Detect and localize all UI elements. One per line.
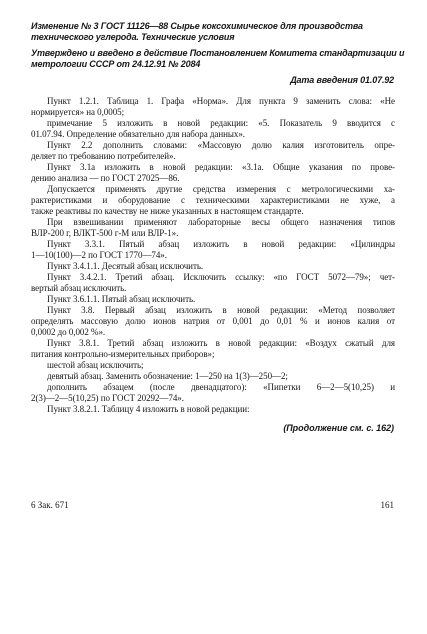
body-line: При взвешивании применяют лабораторные весы общего назначения типов bbox=[47, 217, 395, 227]
body-line: рактеристиками и оборудование с техническими характеристиками не хуже, а bbox=[31, 195, 395, 205]
body-line: шестой абзац исключить; bbox=[47, 360, 144, 370]
body-line: вертый абзац исключить. bbox=[31, 283, 127, 293]
body-line: 0,0002 до 0,002 %». bbox=[31, 327, 106, 337]
body-line: 01.07.94. Определение обязательно для набора данных». bbox=[31, 129, 245, 139]
approval-statement: Утверждено и введено в действие Постановлением Комитета стандартизации и bbox=[31, 48, 405, 58]
order-number: 6 Зак. 671 bbox=[31, 500, 69, 510]
effective-date: Дата введения 01.07.92 bbox=[290, 75, 394, 85]
body-line: Пункт 3.8.2.1. Таблицу 4 изложить в новой редакции: bbox=[47, 404, 250, 414]
body-line: Пункт 3.1а изложить в новой редакции: «3.1а. Общие указания по прове- bbox=[47, 162, 395, 172]
body-line: Пункт 3.4.2.1. Третий абзац. Исключить ссылку: «по ГОСТ 5072—79»; чет- bbox=[47, 272, 395, 282]
body-line: Пункт 1.2.1. Таблица 1. Графа «Норма». Для пункта 9 заменить слова: «Не bbox=[47, 96, 395, 106]
approval-statement-continued: метрологии СССР от 24.12.91 № 2084 bbox=[31, 59, 201, 69]
body-line: примечание 5 изложить в новой редакции: «5. Показатель 9 вводится с bbox=[47, 118, 395, 128]
body-line: Пункт 2.2 дополнить словами: «Массовую долю калия изготовитель опре- bbox=[47, 140, 395, 150]
body-line: деляет по требованию потребителей». bbox=[31, 151, 176, 161]
body-line: дению анализа — по ГОСТ 27025—86. bbox=[31, 173, 180, 183]
body-line: 1—10(100)—2 по ГОСТ 1770—74». bbox=[31, 250, 167, 260]
body-line: дополнить абзацем (после двенадцатого): «Пипетки 6—2—5(10,25) и bbox=[47, 382, 395, 392]
body-line: питания контрольно-измерительных приборов»; bbox=[31, 349, 215, 359]
body-line: нормируется» на 0,0005; bbox=[31, 107, 125, 117]
body-line: Пункт 3.6.1.1. Пятый абзац исключить. bbox=[47, 294, 196, 304]
body-line: Пункт 3.4.1.1. Десятый абзац исключить. bbox=[47, 261, 204, 271]
body-line: Допускается применять другие средства измерения с метрологическими ха- bbox=[47, 184, 395, 194]
body-line: девятый абзац. Заменить обозначение: 1—250 на 1(3)—250—2; bbox=[47, 371, 288, 381]
body-line: ВЛР-200 г, ВЛКТ-500 г-М или ВЛР-1». bbox=[31, 228, 179, 238]
body-line: 2(3)—2—5(10,25) по ГОСТ 20292—74». bbox=[31, 393, 184, 403]
body-line: также реактивы по качеству не ниже указанных в настоящем стандарте. bbox=[31, 206, 304, 216]
amendment-title: Изменение № 3 ГОСТ 11126—88 Сырье коксохимическое для производства bbox=[31, 21, 363, 31]
page-number: 161 bbox=[380, 500, 394, 510]
body-line: Пункт 3.8.1. Третий абзац изложить в новой редакции: «Воздух сжатый для bbox=[47, 338, 395, 348]
continuation-note: (Продолжение см. с. 162) bbox=[283, 423, 394, 433]
body-line: Пункт 3.3.1. Пятый абзац изложить в новой редакции: «Цилиндры bbox=[47, 239, 395, 249]
amendment-title-continued: технического углерода. Технические условия bbox=[31, 32, 235, 42]
body-line: определять массовую долю ионов натрия от 0,001 до 0,01 % и ионов калия от bbox=[31, 316, 395, 326]
body-line: Пункт 3.8. Первый абзац изложить в новой редакции: «Метод позволяет bbox=[47, 305, 395, 315]
